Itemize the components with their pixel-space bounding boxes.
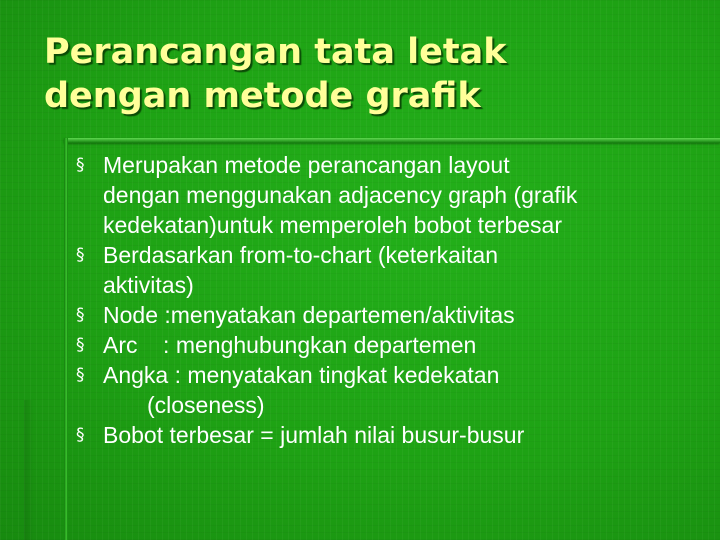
title-line-2: dengan metode grafik [44,76,481,116]
frame-left-line [64,138,68,540]
bullet-text-line: aktivitas) [103,272,194,298]
bullet-marker-icon: § [76,155,85,175]
bullet-marker-icon: § [76,335,85,355]
bullet-text-line: Arc : menghubungkan departemen [103,332,477,358]
bullet-marker-icon: § [76,425,85,445]
bullet-item [76,330,706,360]
bullet-item [76,420,706,450]
bullet-text-line: Berdasarkan from-to-chart (keterkaitan [103,242,498,268]
bullet-marker-icon: § [76,305,85,325]
bullet-text-line: dengan menggunakan adjacency graph (grafik [103,182,578,208]
bullet-marker-icon: § [76,245,85,265]
bullet-item [76,360,706,420]
slide-title [44,30,684,118]
bullet-text-line: Angka : menyatakan tingkat kedekatan [103,362,500,388]
bullet-subtext: (closeness) [147,392,265,418]
bullet-text-line: Bobot terbesar = jumlah nilai busur-busur [103,422,525,448]
frame-top-line [64,138,720,143]
bullet-item [76,150,706,240]
title-line-1: Perancangan tata letak [44,32,507,72]
bullet-text-line: Merupakan metode perancangan layout [103,152,510,178]
decorative-strip [24,400,34,540]
bullet-item [76,300,706,330]
bullet-text-line: Node :menyatakan departemen/aktivitas [103,302,515,328]
bullet-list [76,150,706,450]
bullet-marker-icon: § [76,365,85,385]
bullet-item [76,240,706,300]
bullet-text-line: kedekatan)untuk memperoleh bobot terbesar [103,212,563,238]
